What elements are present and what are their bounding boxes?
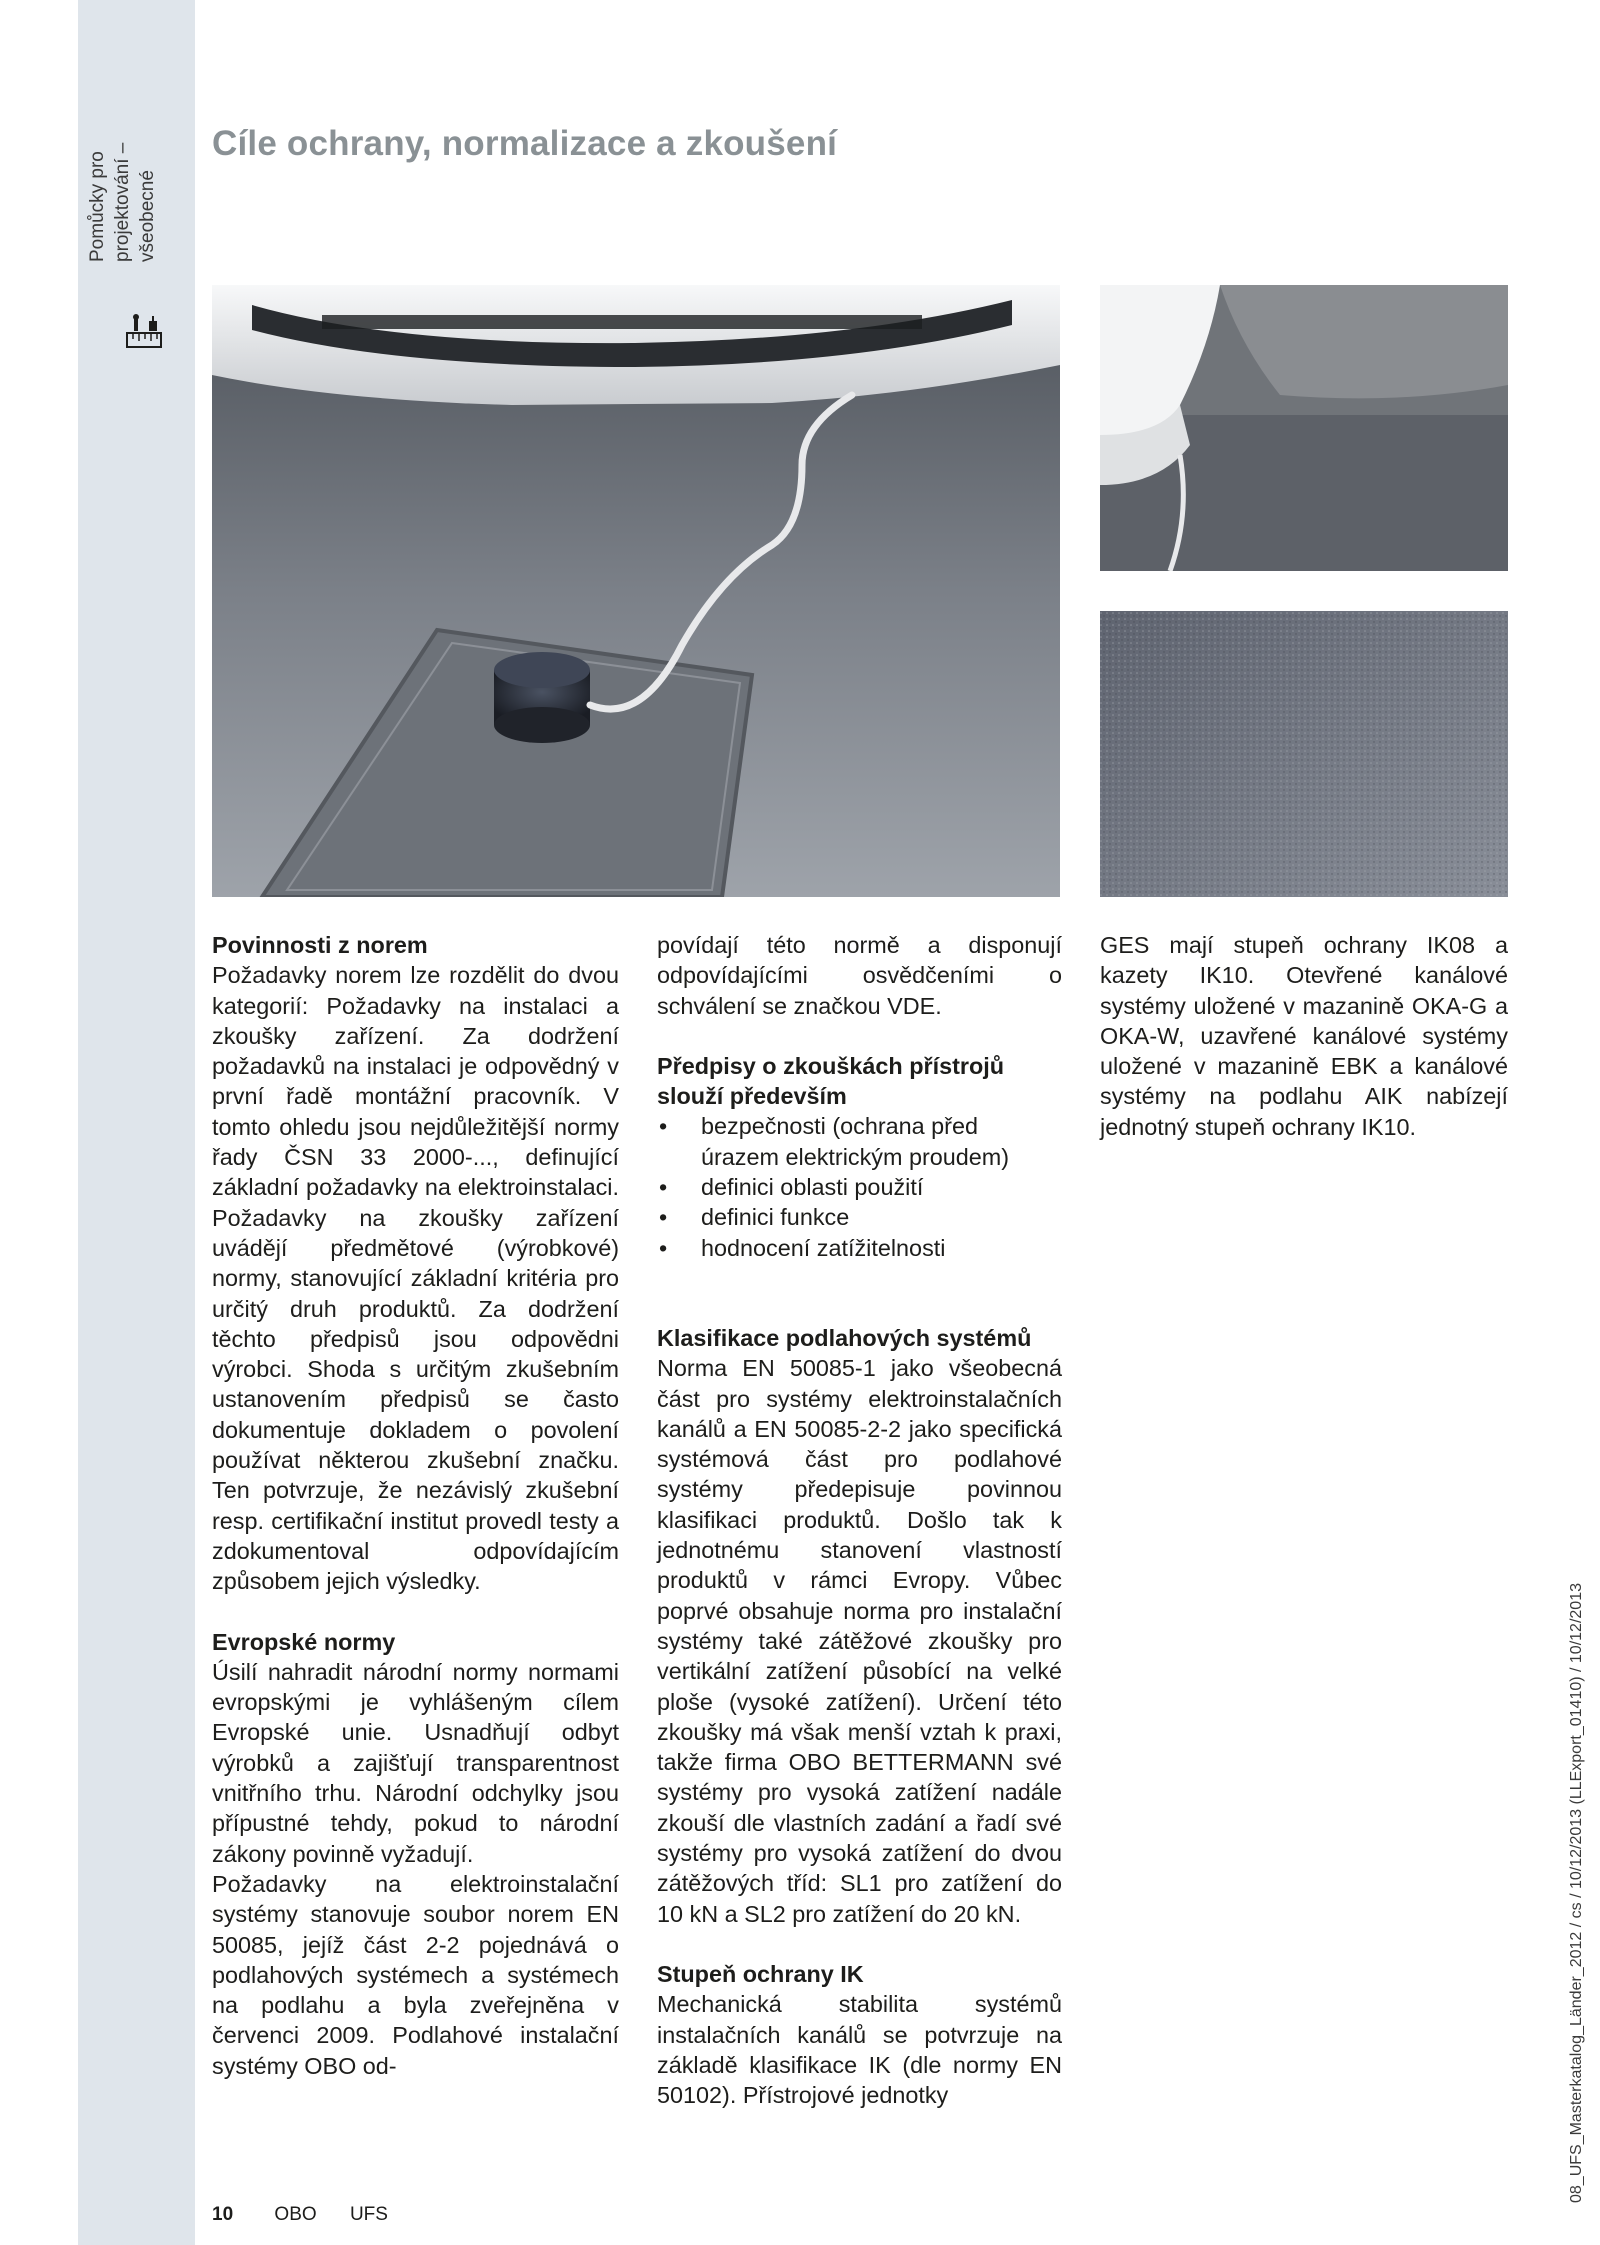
paragraph-obligations: Požadavky norem lze rozdělit do dvou kategorií: Požadavky na instalaci a zkoušky zařízení. Za dodržení požadavků na instalaci je odpovědný v první řadě montážní pracovník. V tomto ohledu jsou nejdůležitější normy řady ČSN 33 2000-..., definující základní požadavky na elektroinstalaci. Požadavky na zkoušky zařízení uvádějí předmětové (výrobkové) normy, stanovující základní kritéria pro určitý druh produktů. Za dodržení těchto předpisů jsou odpovědni výrobci. Shoda s určitým zkušebním ustanovením předpisů se často dokumentuje dokladem o povolení používat některou zkušební značku. Ten potvrzuje, že nezávislý zkušební resp. certifikační institut provedl testy a zdokumentoval odpovídajícím způsobem jejich výsledky. <box>212 962 619 1595</box>
car-wheel-photo <box>1100 285 1508 571</box>
footer-section: UFS <box>349 2204 388 2225</box>
heading-classification: Klasifikace podlahových systémů <box>657 1324 1032 1351</box>
paragraph-ik-protection: Mechanická stabilita systémů instalačních kanálů se potvrzuje na základě klasifikace IK (dle normy EN 50102). Přístrojové jednotky <box>657 1991 1062 2109</box>
floor-texture-photo <box>1100 611 1508 897</box>
heading-ik-protection: Stupeň ochrany IK <box>657 1960 864 1987</box>
meta-text: 08_UFS_Masterkatalog_Länder_2012 / cs / 10/12/2013 (LLExport_01410) / 10/12/2013 <box>1568 1583 1585 2203</box>
page-footer <box>212 2204 416 2226</box>
paragraph-european-norms: Úsilí nahradit národní normy normami evropskými je vyhlášeným cílem Evropské unie. Usnadňují odbyt výrobků a zajišťují transparentnost vnitřního trhu. Národní odchylky jsou přípustné tehdy, pokud to národní zákony povinně vyžadují. <box>212 1658 619 1867</box>
list-item: • definici oblasti použití <box>657 1172 1062 1202</box>
sidebar-label-line3: všeobecné <box>137 170 158 262</box>
paragraph-classification: Norma EN 50085-1 jako všeobecná část pro systémy elektroinstalačních kanálů a EN 50085-2-2 jako specifická systémová část pro podlahové systémy předepisuje povinnou klasifikaci produktů. Došlo tak k jednotnému stanovení vlastností produktů v rámci Evropy. Vůbec poprvé obsahuje norma pro instalační systémy také zátěžové zkoušky pro vertikální zatížení působící na velké ploše (vysoké zatížení). Určení této zkoušky má však menší vztah k praxi, takže firma OBO BETTERMANN své systémy pro vysoká zatížení nadále zkouší dle vlastních zadání a řadí své systémy pro vysoká zatížení do dvou zátěžových tříd: SL1 pro zatížení do 10 kN a SL2 pro zatížení do 20 kN. <box>657 1355 1062 1927</box>
sidebar-label <box>85 72 185 262</box>
heading-test-regulations: Předpisy o zkouškách přístrojů slouží především <box>657 1052 1005 1110</box>
vertical-meta-info <box>1566 1583 1596 2203</box>
text-column-3 <box>1100 930 1508 1142</box>
paragraph-ik-ratings: GES mají stupeň ochrany IK08 a kazety IK10. Otevřené kanálové systémy uložené v mazanině OKA-G a OKA-W, uzavřené kanálové systémy uložené v mazanině EBK a kanálové systémy na podlahu AIK nabízejí jednotný stupeň ochrany IK10. <box>1100 932 1508 1140</box>
page-title: Cíle ochrany, normalizace a zkoušení <box>212 124 838 163</box>
footer-brand: OBO <box>274 2204 317 2225</box>
heading-obligations: Povinnosti z norem <box>212 932 428 958</box>
paragraph-vde: povídají této normě a disponují odpovídajícími osvědčeními o schválení se značkou VDE. <box>657 932 1062 1019</box>
heading-european-norms: Evropské normy <box>212 1628 396 1655</box>
list-item: • bezpečnosti (ochrana před úrazem elektrickým proudem) <box>657 1111 1062 1172</box>
bullet-list <box>657 1111 1062 1262</box>
list-item: • definici funkce <box>657 1202 1062 1232</box>
text-column-2 <box>657 930 1062 2110</box>
floor-outlet-photo <box>212 285 1060 897</box>
sidebar-label-line2: projektování – <box>112 142 133 262</box>
sidebar-label-line1: Pomůcky pro <box>87 151 108 262</box>
text-column-1 <box>212 930 619 2081</box>
tools-ruler-icon <box>125 313 163 351</box>
page-number: 10 <box>212 2204 234 2225</box>
list-item: • hodnocení zatížitelnosti <box>657 1233 1062 1263</box>
paragraph-en50085: Požadavky na elektroinstalační systémy stanovuje soubor norem EN 50085, jejíž část 2-2 pojednává o podlahových systémech a systémech na podlahu a byla zveřejněna v červenci 2009. Podlahové instalační systémy OBO od- <box>212 1870 619 2079</box>
